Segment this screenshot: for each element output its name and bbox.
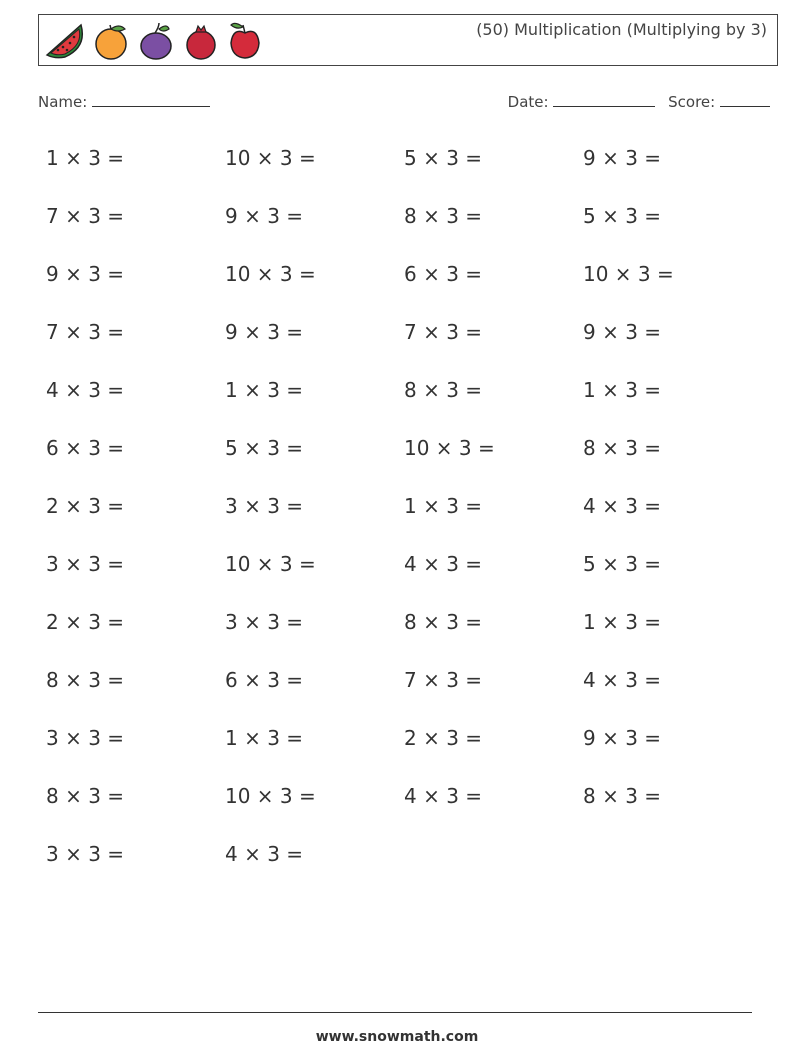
problem: 4 × 3 =	[583, 494, 662, 518]
problem-row	[46, 146, 766, 204]
problem: 3 × 3 =	[225, 610, 304, 634]
problem: 3 × 3 =	[46, 552, 125, 576]
problem: 4 × 3 =	[46, 378, 125, 402]
problem: 8 × 3 =	[46, 668, 125, 692]
problem: 4 × 3 =	[404, 784, 483, 808]
problem: 6 × 3 =	[404, 262, 483, 286]
problem: 10 × 3 =	[225, 784, 316, 808]
problem-row	[46, 262, 766, 320]
name-blank[interactable]	[92, 92, 210, 107]
problem: 3 × 3 =	[225, 494, 304, 518]
footer-url[interactable]: www.snowmath.com	[315, 1029, 479, 1045]
problem-row	[46, 494, 766, 552]
header-box	[38, 14, 778, 66]
date-score-field	[508, 92, 770, 111]
worksheet-title: (50) Multiplication (Multiplying by 3)	[476, 20, 767, 39]
problem: 5 × 3 =	[404, 146, 483, 170]
problem: 5 × 3 =	[583, 552, 662, 576]
problem: 9 × 3 =	[225, 320, 304, 344]
problem: 10 × 3 =	[225, 262, 316, 286]
watermelon-icon	[43, 21, 87, 61]
problem-row	[46, 552, 766, 610]
problem: 7 × 3 =	[404, 320, 483, 344]
problem: 1 × 3 =	[583, 378, 662, 402]
problem: 10 × 3 =	[583, 262, 674, 286]
footer-divider	[38, 1012, 752, 1013]
problem: 10 × 3 =	[225, 146, 316, 170]
problem-row	[46, 378, 766, 436]
problem: 2 × 3 =	[46, 494, 125, 518]
name-field	[38, 92, 210, 111]
problem-row	[46, 204, 766, 262]
problem: 8 × 3 =	[404, 378, 483, 402]
problem: 9 × 3 =	[583, 320, 662, 344]
problem: 1 × 3 =	[46, 146, 125, 170]
problem: 7 × 3 =	[46, 204, 125, 228]
problem: 4 × 3 =	[225, 842, 304, 866]
pomegranate-icon	[181, 21, 221, 61]
problem: 8 × 3 =	[404, 204, 483, 228]
problem: 9 × 3 =	[46, 262, 125, 286]
plum-icon	[137, 21, 177, 61]
fruit-icons	[43, 19, 265, 63]
problem: 1 × 3 =	[583, 610, 662, 634]
name-label: Name:	[38, 93, 88, 111]
problem-row	[46, 320, 766, 378]
problem-row	[46, 610, 766, 668]
problem: 3 × 3 =	[46, 842, 125, 866]
problem: 6 × 3 =	[46, 436, 125, 460]
problem-row	[46, 842, 766, 900]
problem: 7 × 3 =	[404, 668, 483, 692]
problem-row	[46, 436, 766, 494]
problem: 9 × 3 =	[583, 146, 662, 170]
problem: 5 × 3 =	[583, 204, 662, 228]
problem: 8 × 3 =	[583, 436, 662, 460]
problem-row	[46, 668, 766, 726]
score-label: Score:	[668, 93, 716, 111]
problem: 3 × 3 =	[46, 726, 125, 750]
problem: 9 × 3 =	[583, 726, 662, 750]
problem: 7 × 3 =	[46, 320, 125, 344]
score-blank[interactable]	[720, 92, 770, 107]
problem: 8 × 3 =	[404, 610, 483, 634]
date-label: Date:	[507, 93, 549, 111]
problem: 10 × 3 =	[404, 436, 495, 460]
problem: 8 × 3 =	[583, 784, 662, 808]
problem-row	[46, 726, 766, 784]
date-blank[interactable]	[553, 92, 655, 107]
problem: 9 × 3 =	[225, 204, 304, 228]
problem: 1 × 3 =	[225, 378, 304, 402]
problem: 4 × 3 =	[583, 668, 662, 692]
orange-icon	[91, 21, 133, 61]
problem: 1 × 3 =	[225, 726, 304, 750]
problem: 4 × 3 =	[404, 552, 483, 576]
problem: 5 × 3 =	[225, 436, 304, 460]
problem: 2 × 3 =	[46, 610, 125, 634]
problem: 10 × 3 =	[225, 552, 316, 576]
problem: 1 × 3 =	[404, 494, 483, 518]
problem: 6 × 3 =	[225, 668, 304, 692]
apple-icon	[225, 21, 265, 61]
problem-row	[46, 784, 766, 842]
problem: 2 × 3 =	[404, 726, 483, 750]
problem: 8 × 3 =	[46, 784, 125, 808]
problem-grid	[46, 146, 766, 900]
